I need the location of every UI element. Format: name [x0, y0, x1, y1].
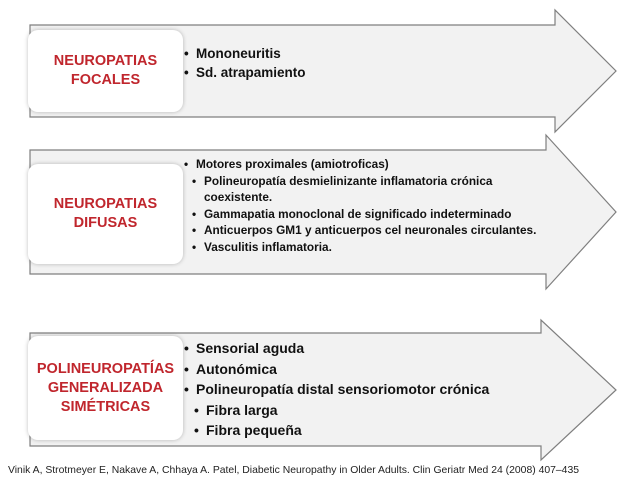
list-item: • Polineuropatía distal sensoriomotor crónica [184, 379, 489, 400]
list-item: • Autonómica [184, 359, 489, 380]
list-item: • Gammapatia monoclonal de significado indeterminado [192, 206, 549, 223]
list-item: • Vasculitis inflamatoria. [192, 239, 549, 256]
label-neuropatias-focales [28, 30, 183, 112]
label-polineuropatias [28, 336, 183, 440]
list-item: • Fibra larga [194, 400, 489, 421]
citation: Vinik A, Strotmeyer E, Nakave A, Chhaya A. Patel, Diabetic Neuropathy in Older Adults. Clin Geriatr Med 24 (2008) 407–435 [8, 465, 580, 476]
focales-list [184, 44, 306, 82]
list-item: • Fibra pequeña [194, 420, 489, 441]
list-item: • Sd. atrapamiento [184, 63, 306, 82]
label-neuropatias-difusas [28, 164, 183, 264]
list-item: • Mononeuritis [184, 44, 306, 63]
label-text: NEUROPATIAS FOCALES [53, 53, 158, 88]
label-text: NEUROPATIAS DIFUSAS [53, 196, 158, 231]
label-text: POLINEUROPATÍAS GENERALIZADA SIMÉTRICAS [36, 360, 175, 415]
list-item: • Polineuropatía desmielinizante inflamatoria crónica coexistente. [192, 173, 549, 206]
list-item: • Motores proximales (amiotroficas) [184, 156, 549, 173]
difusas-list [184, 156, 549, 255]
list-item: • Anticuerpos GM1 y anticuerpos cel neuronales circulantes. [192, 222, 549, 239]
list-item: • Sensorial aguda [184, 338, 489, 359]
polineuropatias-list [184, 338, 489, 441]
